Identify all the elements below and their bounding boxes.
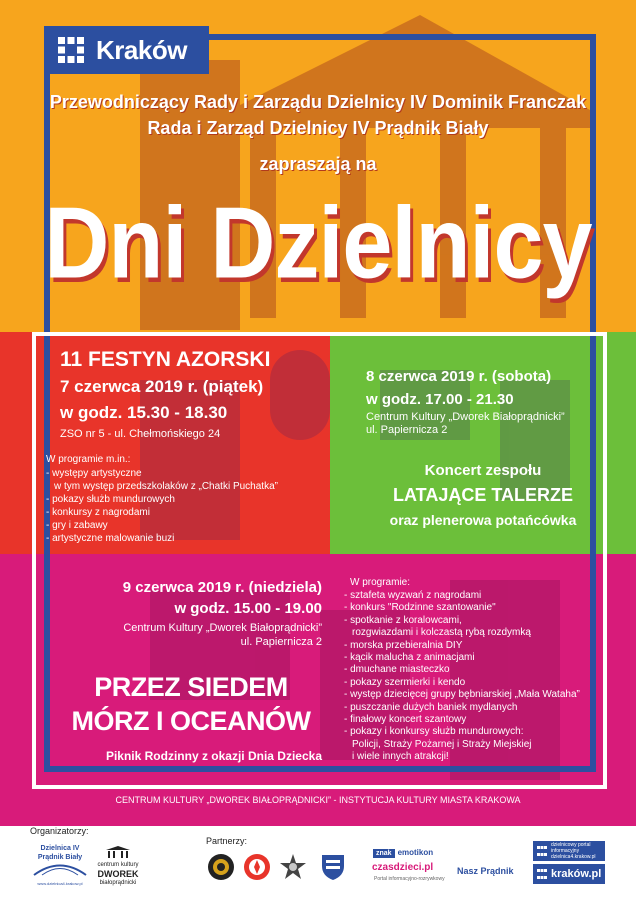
club-shield-icon: [318, 852, 348, 882]
list-item: - występ dziecięcej grupy bębniarskiej „Mała Wataha”: [344, 689, 580, 701]
dzielnica-portal-badge: [533, 841, 605, 861]
sunday-place: Centrum Kultury „Dworek Białoprądnicki”: [123, 622, 322, 634]
organiser-line-1: Przewodniczący Rady i Zarządu Dzielnicy IV Dominik Franczak: [49, 92, 587, 112]
krakow-logo: [44, 26, 209, 74]
krakow-pl-text: kraków.pl: [551, 868, 602, 880]
list-item: - pokazy i konkursy służb mundurowych:: [344, 726, 524, 738]
krakow-pl-badge: [533, 864, 605, 884]
sunday-program-list: [344, 590, 580, 764]
list-item: - konkurs "Rodzinne szantowanie": [344, 602, 496, 614]
invite-text: zapraszają na: [259, 154, 377, 174]
dzielnica-arch-icon: [32, 862, 88, 876]
organiser-dzielnica-name: Dzielnica IV: [40, 845, 80, 852]
saturday-hours: w godz. 17.00 - 21.30: [366, 391, 514, 408]
saturday-address: ul. Papiernicza 2: [366, 424, 448, 436]
main-title: Dni Dzielnicy: [44, 188, 592, 300]
organiser-dzielnica-logo: [30, 844, 90, 888]
list-item: - morska przebieralnia DIY: [344, 639, 463, 651]
list-item: - występy artystyczne: [46, 468, 142, 479]
police-badge-icon: [206, 852, 236, 882]
friday-title: 11 FESTYN AZORSKI: [60, 348, 271, 371]
dworek-line-1: centrum kultury: [97, 862, 139, 868]
sunday-program-label: W programie:: [350, 577, 411, 588]
friday-program-label: W programie m.in.:: [46, 454, 131, 465]
nasz-pradnik-logo: Nasz Prądnik: [457, 866, 514, 876]
list-item: - pokazy służb mundurowych: [46, 494, 175, 505]
concert-band: LATAJĄCE TALERZE: [393, 485, 573, 505]
list-item: - spotkanie z koralowcami,: [344, 614, 462, 626]
saturday-place: Centrum Kultury „Dworek Białoprądnicki”: [366, 411, 565, 423]
znak-emotikon-logo: [373, 842, 433, 860]
concert-label: Koncert zespołu: [424, 462, 542, 479]
organisers-label: Organizatorzy:: [30, 826, 89, 836]
sunday-title-line-1: PRZEZ SIEDEM: [94, 672, 288, 702]
friday-date: 7 czerwca 2019 r. (piątek): [60, 377, 264, 396]
sunday-subtitle: Piknik Rodzinny z okazji Dnia Dziecka: [105, 749, 322, 763]
list-item: w tym występ przedszkolaków z „Chatki Puchatka”: [54, 481, 278, 492]
krakow-logo-text: Kraków: [96, 34, 187, 65]
sunday-address: ul. Papiernicza 2: [240, 636, 322, 648]
krakow-logo-icon: [58, 37, 84, 63]
institution-line: CENTRUM KULTURY „DWOREK BIAŁOPRĄDNICKI” - INSTYTUCJA KULTURY MIASTA KRAKOWA: [115, 795, 521, 805]
partners-label: Partnerzy:: [206, 836, 248, 846]
friday-hours: w godz. 15.30 - 18.30: [60, 403, 228, 422]
list-item: - puszczanie dużych baniek mydlanych: [344, 701, 518, 713]
dzielnica-url: www.dzielnica4.krakow.pl: [37, 881, 83, 886]
dzielnica-portal-text: dzielnicowy portal informacyjny dzielnica4.krakow.pl: [551, 842, 596, 860]
friday-place: ZSO nr 5 - ul. Chełmońskiego 24: [60, 428, 221, 440]
list-item: - finałowy koncert szantowy: [344, 714, 467, 726]
fire-brigade-badge-icon: [242, 852, 272, 882]
organiser-dworek-logo: [92, 846, 144, 887]
list-item: rozgwiazdami i kolczastą rybą rozdymką: [352, 627, 531, 639]
saturday-date: 8 czerwca 2019 r. (sobota): [366, 368, 552, 385]
czasdzieci-logo: czasdzieci.pl: [372, 862, 434, 873]
list-item: i wiele innych atrakcji!: [352, 751, 449, 763]
list-item: - konkursy z nagrodami: [46, 507, 150, 518]
emotikon-label: emotikon: [397, 848, 434, 857]
list-item: - gry i zabawy: [46, 520, 108, 531]
sunday-date: 9 czerwca 2019 r. (niedziela): [122, 579, 322, 596]
list-item: - pokazy szermierki i kendo: [344, 676, 466, 688]
list-item: - sztafeta wyzwań z nagrodami: [344, 590, 482, 601]
dworek-line-3: białoprądnicki: [99, 880, 137, 886]
dworek-columns-icon: [105, 846, 131, 858]
sunday-hours: w godz. 15.00 - 19.00: [174, 600, 322, 617]
organiser-dzielnica-area: Prądnik Biały: [37, 854, 83, 861]
friday-program-list: [46, 467, 278, 545]
dworek-line-2: DWOREK: [97, 869, 139, 879]
list-item: Policji, Straży Pożarnej i Straży Miejskiej: [352, 738, 532, 750]
czasdzieci-subtitle: Portal informacyjno-rozrywkowy: [374, 876, 445, 882]
city-guard-star-icon: [278, 852, 308, 882]
list-item: - kącik malucha z animacjami: [344, 652, 475, 664]
krakow-logo-icon: [537, 846, 547, 856]
krakow-logo-icon: [537, 869, 547, 879]
organiser-line-2: Rada i Zarząd Dzielnicy IV Prądnik Biały: [147, 118, 489, 138]
list-item: - dmuchane miasteczko: [344, 664, 450, 676]
concert-dance: oraz plenerowa potańcówka: [389, 512, 577, 528]
sunday-title-line-2: MÓRZ I OCEANÓW: [71, 706, 311, 736]
list-item: - artystyczne malowanie buzi: [46, 533, 175, 544]
znak-label: znak: [373, 849, 395, 858]
